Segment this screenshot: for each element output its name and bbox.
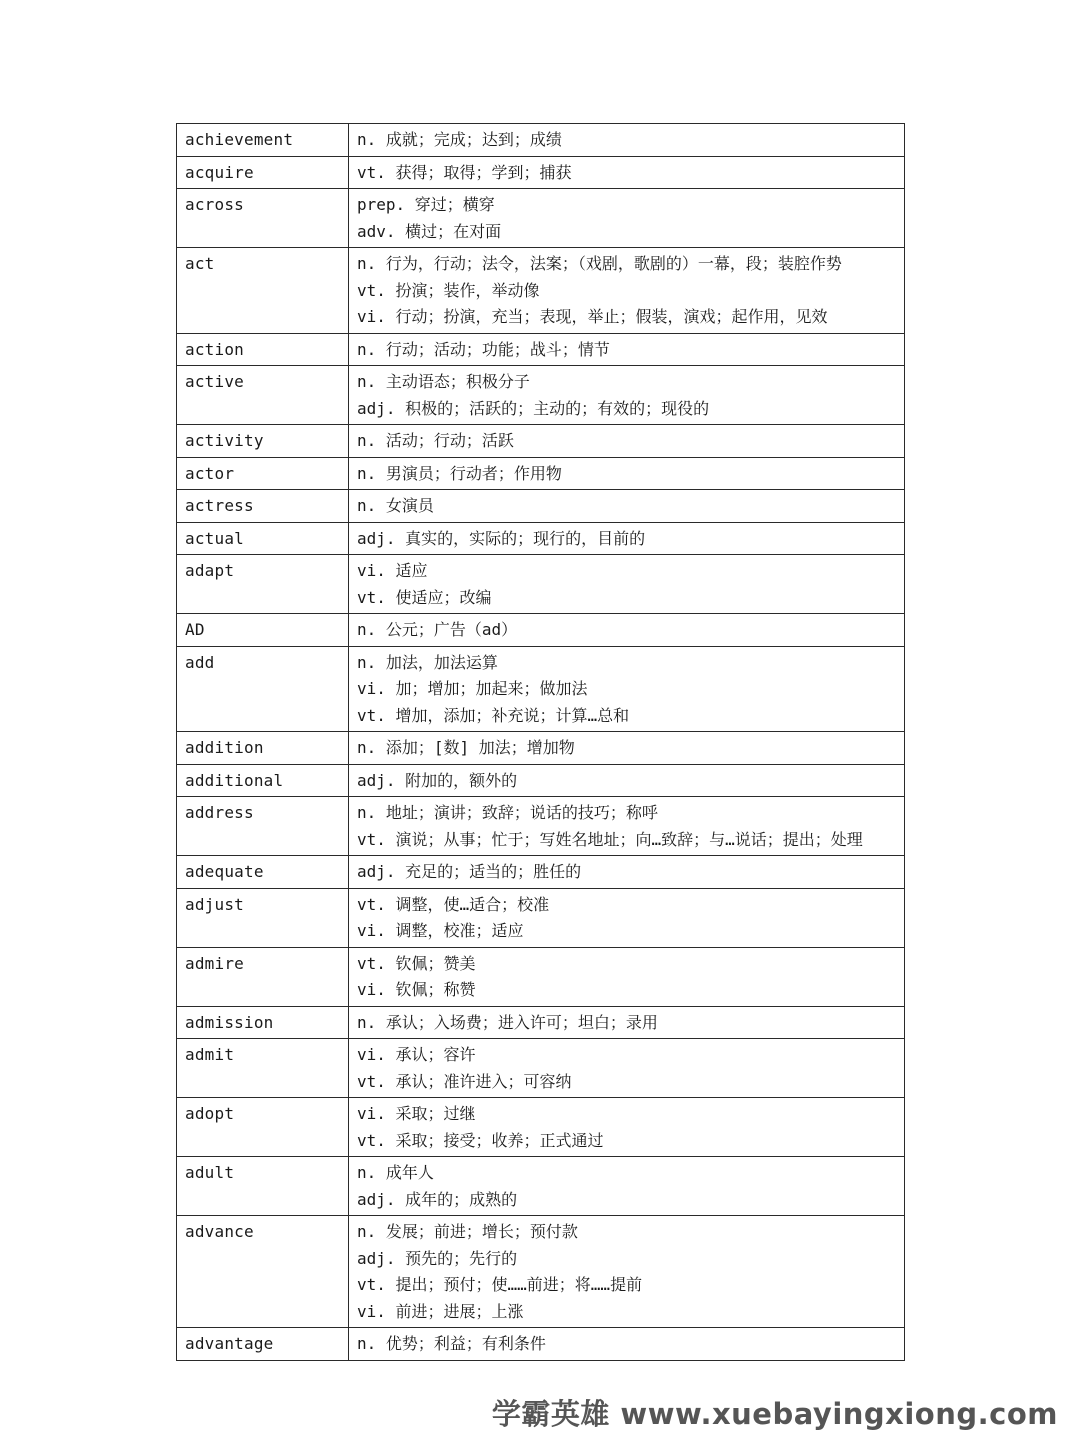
vocabulary-row [177, 646, 905, 732]
vocabulary-row [177, 189, 905, 248]
definition-cell [349, 856, 905, 889]
definition-line: vt. 承认；准许进入；可容纳 [357, 1071, 572, 1091]
vocabulary-row [177, 1328, 905, 1361]
definition-cell [349, 797, 905, 856]
definition-line: adv. 横过；在对面 [357, 221, 502, 241]
definition-cell [349, 1157, 905, 1216]
vocabulary-row [177, 732, 905, 765]
definition-cell [349, 189, 905, 248]
definition-line: vi. 行动；扮演，充当；表现，举止；假装，演戏；起作用，见效 [357, 307, 828, 326]
definition-line: prep. 穿过；横穿 [357, 195, 495, 214]
definition-cell [349, 764, 905, 797]
definition-line: n. 行动；活动；功能；战斗；情节 [357, 339, 610, 359]
word-cell: adapt [177, 555, 349, 614]
word-cell: adopt [177, 1098, 349, 1157]
word-cell: additional [177, 764, 349, 797]
vocabulary-row [177, 764, 905, 797]
vocabulary-row [177, 1039, 905, 1098]
vocabulary-row [177, 856, 905, 889]
definition-line: n. 优势；利益；有利条件 [357, 1334, 546, 1353]
vocabulary-row [177, 1157, 905, 1216]
word-cell: admit [177, 1039, 349, 1098]
definition-cell [349, 1039, 905, 1098]
definition-line: vt. 钦佩；赞美 [357, 953, 476, 973]
word-cell: actor [177, 457, 349, 490]
word-cell: AD [177, 614, 349, 647]
definition-line: vt. 采取；接受；收养；正式通过 [357, 1130, 604, 1150]
definition-line: n. 承认；入场费；进入许可；坦白；录用 [357, 1012, 658, 1032]
definition-line: vt. 获得；取得；学到；捕获 [357, 162, 572, 182]
definition-line: vt. 调整，使…适合；校准 [357, 894, 550, 914]
word-cell: activity [177, 425, 349, 458]
definition-line: adj. 充足的；适当的；胜任的 [357, 862, 582, 881]
definition-line: vt. 增加，添加；补充说；计算…总和 [357, 705, 630, 725]
definition-line: adj. 附加的，额外的 [357, 770, 518, 790]
vocabulary-row [177, 425, 905, 458]
vocabulary-row [177, 888, 905, 947]
definition-line: n. 主动语态；积极分子 [357, 372, 530, 391]
definition-line: vt. 使适应；改编 [357, 587, 492, 607]
word-cell: act [177, 248, 349, 334]
definition-cell [349, 888, 905, 947]
definition-line: vi. 适应 [357, 561, 428, 580]
vocabulary-row [177, 797, 905, 856]
definition-cell [349, 947, 905, 1006]
vocabulary-row [177, 1216, 905, 1328]
definition-line: n. 地址；演讲；致辞；说话的技巧；称呼 [357, 803, 658, 822]
definition-cell [349, 366, 905, 425]
definition-line: n. 发展；前进；增长；预付款 [357, 1222, 578, 1241]
word-cell: active [177, 366, 349, 425]
vocabulary-table [176, 123, 905, 1361]
word-cell: acquire [177, 156, 349, 189]
word-cell: adjust [177, 888, 349, 947]
vocabulary-row [177, 614, 905, 647]
definition-cell [349, 1098, 905, 1157]
definition-line: n. 公元；广告（ad） [357, 620, 518, 639]
definition-cell [349, 614, 905, 647]
definition-cell [349, 522, 905, 555]
definition-line: vt. 演说；从事；忙于；写姓名地址；向…致辞；与…说话；提出；处理 [357, 829, 863, 849]
definition-cell [349, 124, 905, 157]
definition-line: n. 活动；行动；活跃 [357, 431, 514, 450]
definition-cell [349, 248, 905, 334]
vocabulary-row [177, 1006, 905, 1039]
word-cell: actress [177, 490, 349, 523]
definition-line: n. 女演员 [357, 496, 434, 515]
definition-cell [349, 732, 905, 765]
vocabulary-row [177, 522, 905, 555]
word-cell: actual [177, 522, 349, 555]
definition-line: vi. 前进；进展；上涨 [357, 1301, 524, 1321]
word-cell: across [177, 189, 349, 248]
vocabulary-row [177, 1098, 905, 1157]
footer-watermark: 学霸英雄 www.xuebayingxiong.com [491, 1397, 1058, 1431]
definition-line: n. 添加；[数] 加法；增加物 [357, 738, 575, 757]
definition-line: vt. 提出；预付；使……前进；将……提前 [357, 1275, 643, 1294]
vocabulary-row [177, 156, 905, 189]
word-cell: address [177, 797, 349, 856]
vocabulary-row [177, 457, 905, 490]
definition-cell [349, 1006, 905, 1039]
definition-line: n. 男演员；行动者；作用物 [357, 463, 562, 483]
definition-line: vi. 钦佩；称赞 [357, 980, 476, 999]
definition-cell [349, 333, 905, 366]
definition-cell [349, 457, 905, 490]
word-cell: admission [177, 1006, 349, 1039]
definition-cell [349, 156, 905, 189]
definition-line: n. 加法，加法运算 [357, 652, 498, 672]
word-cell: addition [177, 732, 349, 765]
definition-line: vi. 采取；过继 [357, 1104, 476, 1123]
definition-line: adj. 积极的；活跃的；主动的；有效的；现役的 [357, 398, 710, 418]
word-cell: add [177, 646, 349, 732]
vocabulary-row [177, 248, 905, 334]
word-cell: adequate [177, 856, 349, 889]
definition-line: vi. 加；增加；加起来；做加法 [357, 679, 588, 698]
definition-line: n. 行为，行动；法令，法案；（戏剧，歌剧的）一幕，段；装腔作势 [357, 254, 842, 273]
definition-line: n. 成年人 [357, 1163, 434, 1182]
definition-line: vi. 承认；容许 [357, 1045, 476, 1064]
vocabulary-table-body [177, 124, 905, 1361]
definition-line: adj. 预先的；先行的 [357, 1248, 518, 1268]
definition-line: vt. 扮演；装作，举动像 [357, 280, 540, 300]
definition-line: adj. 真实的，实际的；现行的，目前的 [357, 528, 646, 548]
definition-line: vi. 调整，校准；适应 [357, 921, 524, 940]
vocabulary-row [177, 555, 905, 614]
word-cell: action [177, 333, 349, 366]
definition-line: adj. 成年的；成熟的 [357, 1189, 518, 1209]
vocabulary-row [177, 490, 905, 523]
definition-cell [349, 555, 905, 614]
definition-cell [349, 425, 905, 458]
vocabulary-row [177, 124, 905, 157]
definition-cell [349, 490, 905, 523]
definition-line: n. 成就；完成；达到；成绩 [357, 130, 562, 149]
word-cell: admire [177, 947, 349, 1006]
definition-cell [349, 1328, 905, 1361]
vocabulary-row [177, 366, 905, 425]
word-cell: achievement [177, 124, 349, 157]
definition-cell [349, 646, 905, 732]
vocabulary-row [177, 333, 905, 366]
word-cell: advance [177, 1216, 349, 1328]
word-cell: advantage [177, 1328, 349, 1361]
vocabulary-row [177, 947, 905, 1006]
word-cell: adult [177, 1157, 349, 1216]
definition-cell [349, 1216, 905, 1328]
